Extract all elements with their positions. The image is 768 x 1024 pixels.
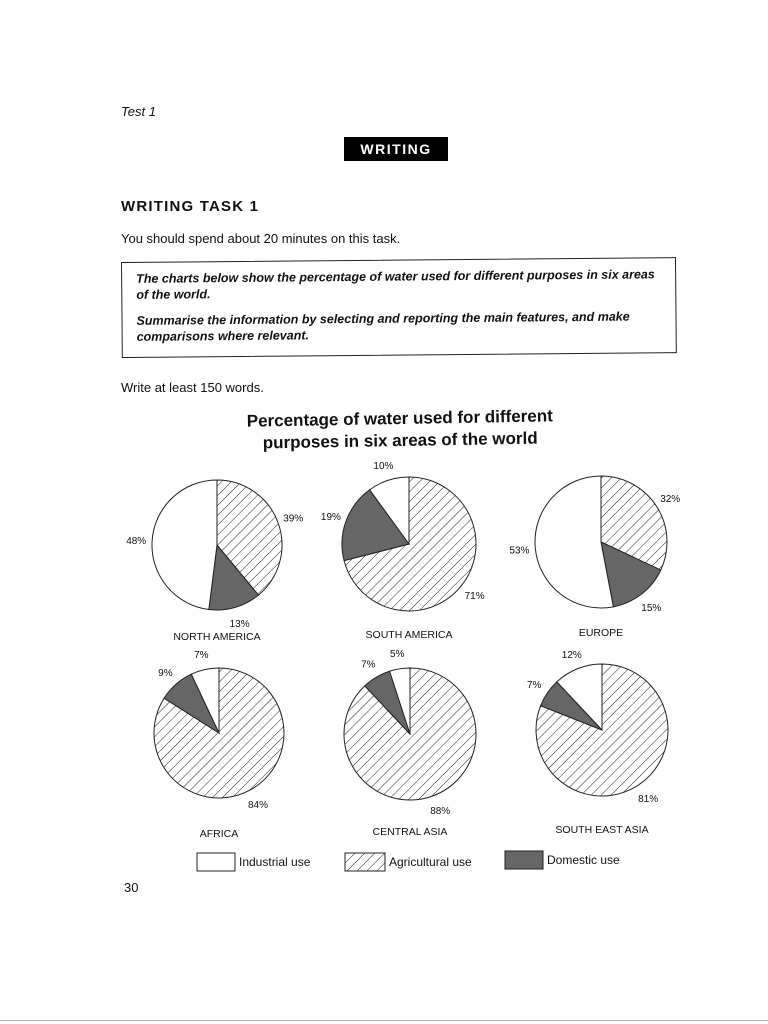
- page-number: 30: [124, 880, 139, 895]
- data-label-south-america-agricultural: 71%: [464, 590, 485, 602]
- data-label-north-america-industrial: 48%: [126, 535, 147, 547]
- legend-swatch-domestic: [505, 851, 543, 869]
- data-label-central-asia-industrial: 5%: [389, 649, 405, 660]
- region-label-south-east-asia: SOUTH EAST ASIA: [555, 824, 649, 836]
- legend-label-agricultural: Agricultural use: [389, 855, 472, 869]
- slice-north-america-industrial: [152, 480, 217, 609]
- pie-south-east-asia: [527, 650, 668, 836]
- chart-legend: [197, 851, 620, 871]
- data-label-south-america-industrial: 10%: [373, 461, 394, 473]
- word-count-instruction: Write at least 150 words.: [121, 380, 264, 395]
- data-label-africa-domestic: 9%: [158, 668, 173, 680]
- data-label-south-east-asia-industrial: 12%: [561, 649, 582, 661]
- data-label-south-east-asia-domestic: 7%: [526, 679, 542, 691]
- pie-europe: [509, 476, 680, 639]
- data-label-north-america-agricultural: 39%: [283, 513, 304, 525]
- data-label-south-america-domestic: 19%: [320, 511, 341, 523]
- region-label-central-asia: CENTRAL ASIA: [372, 826, 448, 838]
- region-label-south-america: SOUTH AMERICA: [365, 629, 453, 641]
- task-description: The charts below show the percentage of water used for different purposes in six areas of the world.: [136, 267, 655, 302]
- region-label-africa: AFRICA: [199, 828, 239, 840]
- data-label-europe-domestic: 15%: [641, 602, 662, 614]
- task-heading: WRITING TASK 1: [121, 198, 260, 215]
- time-instruction: You should spend about 20 minutes on this task.: [121, 231, 401, 246]
- data-label-central-asia-agricultural: 88%: [430, 806, 451, 818]
- pie-central-asia: [344, 649, 476, 838]
- test-label: Test 1: [121, 104, 156, 119]
- data-label-south-east-asia-agricultural: 81%: [638, 793, 659, 805]
- data-label-north-america-domestic: 13%: [229, 618, 250, 630]
- data-label-central-asia-domestic: 7%: [361, 659, 376, 671]
- pie-north-america: [126, 480, 303, 643]
- data-label-africa-agricultural: 84%: [247, 800, 269, 811]
- chart-title-line-2: purposes in six areas of the world: [262, 428, 538, 453]
- legend-swatch-industrial: [197, 853, 235, 871]
- task-summary-instruction: Summarise the information by selecting and reporting the main features, and make comparisons where relevant.: [136, 309, 630, 344]
- legend-label-domestic: Domestic use: [547, 853, 620, 867]
- data-label-africa-industrial: 7%: [194, 650, 209, 661]
- pie-africa: [154, 650, 284, 840]
- pie-south-america: [321, 461, 485, 641]
- legend-label-industrial: Industrial use: [239, 855, 311, 869]
- data-label-europe-industrial: 53%: [509, 545, 530, 557]
- data-label-europe-agricultural: 32%: [660, 494, 681, 506]
- region-label-europe: EUROPE: [578, 627, 624, 639]
- section-badge: WRITING: [344, 137, 448, 161]
- legend-swatch-agricultural: [345, 853, 385, 871]
- chart-title-line-1: Percentage of water used for different: [246, 406, 553, 431]
- region-label-north-america: NORTH AMERICA: [173, 631, 261, 643]
